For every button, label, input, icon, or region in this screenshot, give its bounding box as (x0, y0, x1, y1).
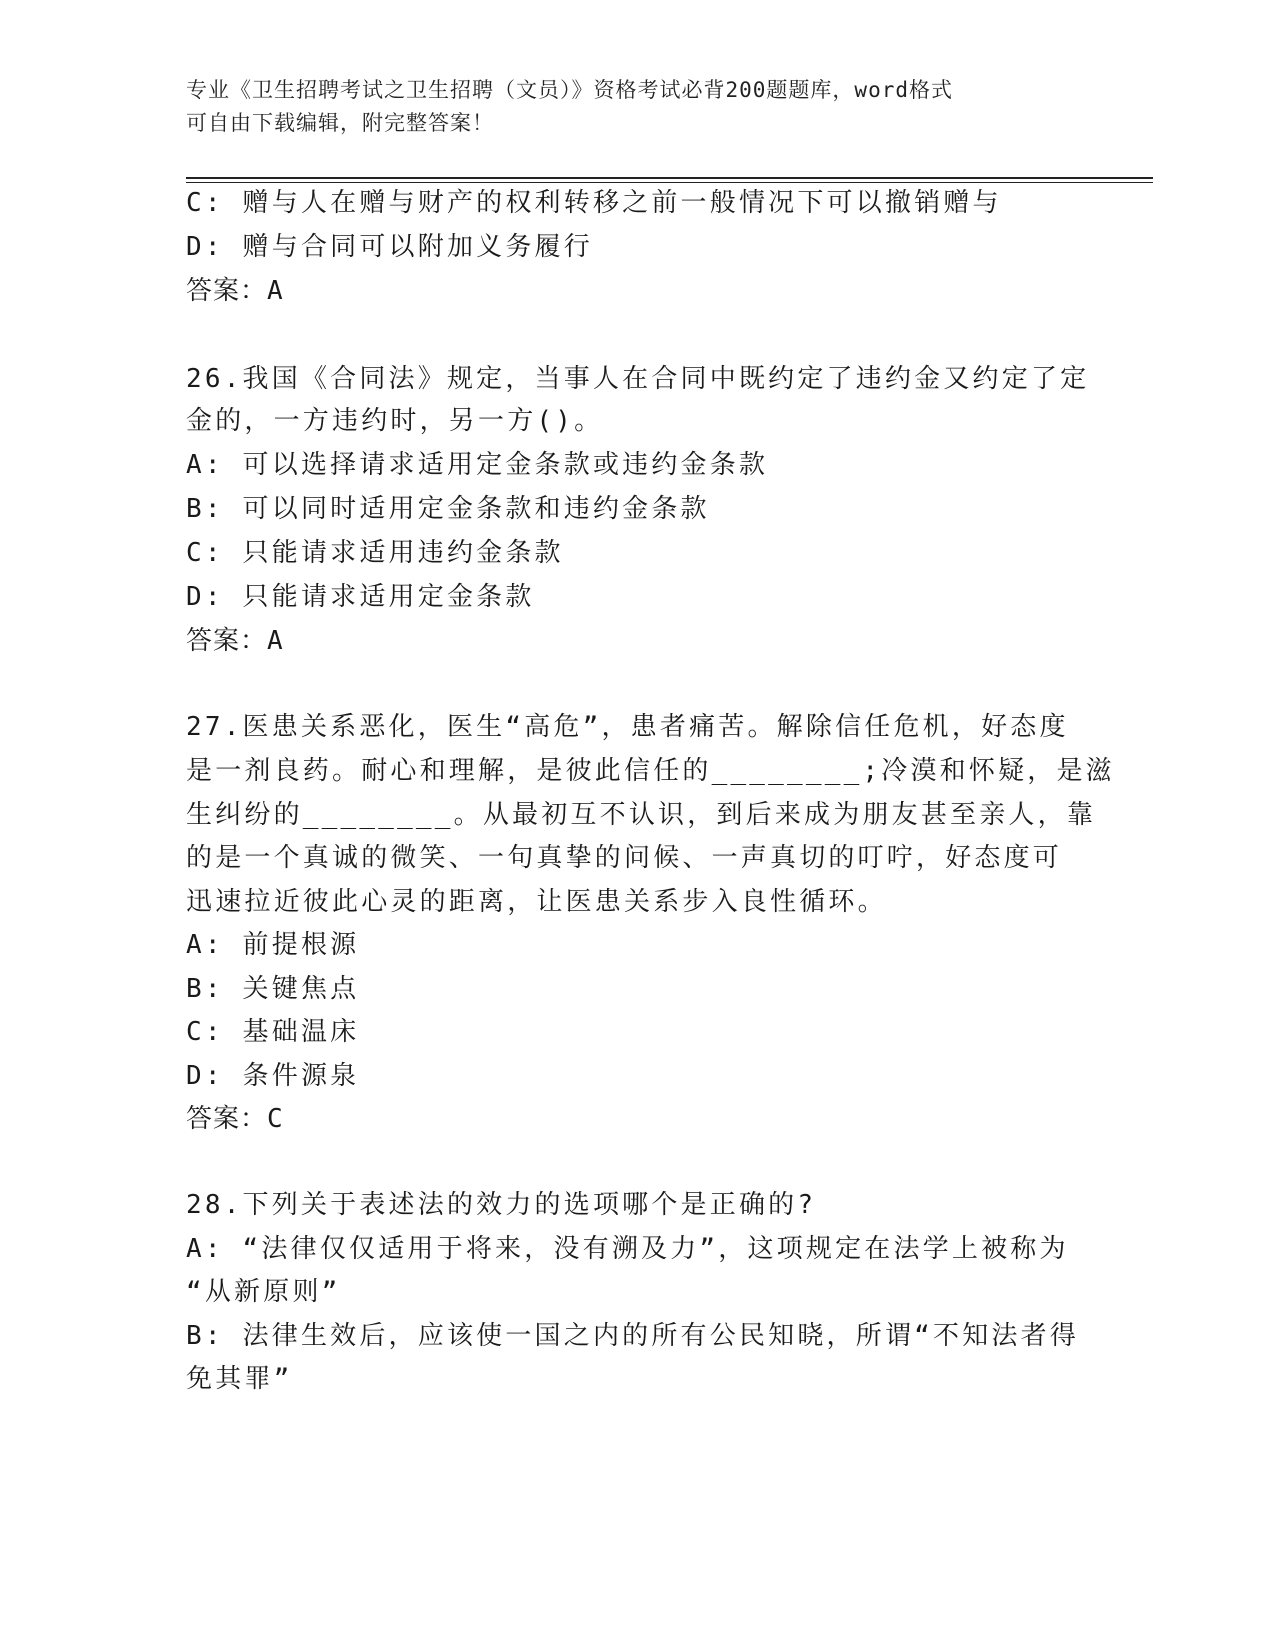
q27-answer (186, 1104, 285, 1134)
header-title-line-1: 专业《卫生招聘考试之卫生招聘（文员）》资格考试必背200题题库，word格式 (186, 78, 953, 102)
q26-stem-line-1: 26.我国《合同法》规定，当事人在合同中既约定了违约金又约定了定 (186, 364, 1090, 394)
q27-option-c: C: 基础温床 (186, 1017, 360, 1047)
q27-stem-line-1: 27.医患关系恶化，医生“高危”，患者痛苦。解除信任危机，好态度 (186, 712, 1069, 742)
q28-stem-line-1: 28.下列关于表述法的效力的选项哪个是正确的? (186, 1190, 817, 1220)
q27-stem-line-2: 是一剂良药。耐心和理解，是彼此信任的________;冷漠和怀疑，是滋 (186, 756, 1115, 786)
q26-stem-line-2: 金的，一方违约时，另一方()。 (186, 406, 604, 436)
document-header (186, 74, 1066, 140)
header-title-line-2: 可自由下载编辑，附完整答案！ (186, 111, 494, 135)
q26-answer (186, 626, 285, 656)
answer-value: A (267, 276, 285, 306)
answer-label: 答案： (186, 626, 268, 656)
header-divider-thick (186, 177, 1153, 179)
q26-option-a: A: 可以选择请求适用定金条款或违约金条款 (186, 450, 769, 480)
answer-label: 答案： (186, 276, 268, 306)
q27-stem-line-3: 生纠纷的________。从最初互不认识，到后来成为朋友甚至亲人，靠 (186, 800, 1097, 830)
q25-answer (186, 276, 285, 306)
q28-option-a-line-1: A: “法律仅仅适用于将来，没有溯及力”，这项规定在法学上被称为 (186, 1234, 1069, 1264)
q27-option-d: D: 条件源泉 (186, 1061, 360, 1091)
q27-option-b: B: 关键焦点 (186, 974, 360, 1004)
q25-option-c: C: 赠与人在赠与财产的权利转移之前一般情况下可以撤销赠与 (186, 188, 1002, 218)
answer-label: 答案： (186, 1104, 268, 1134)
q28-option-a-line-2: “从新原则” (186, 1277, 341, 1307)
header-divider-thin (186, 182, 1153, 183)
q28-option-b-line-1: B: 法律生效后，应该使一国之内的所有公民知晓，所谓“不知法者得 (186, 1321, 1080, 1351)
q26-option-d: D: 只能请求适用定金条款 (186, 582, 535, 612)
answer-value: C (267, 1104, 285, 1134)
q28-option-b-line-2: 免其罪” (186, 1364, 293, 1394)
q26-option-b: B: 可以同时适用定金条款和违约金条款 (186, 494, 710, 524)
q27-stem-line-5: 迅速拉近彼此心灵的距离，让医患关系步入良性循环。 (186, 887, 887, 917)
q26-option-c: C: 只能请求适用违约金条款 (186, 538, 564, 568)
q27-stem-line-4: 的是一个真诚的微笑、一句真挚的问候、一声真切的叮咛，好态度可 (186, 843, 1063, 873)
q25-option-d: D: 赠与合同可以附加义务履行 (186, 232, 593, 262)
q27-option-a: A: 前提根源 (186, 930, 360, 960)
answer-value: A (267, 626, 285, 656)
